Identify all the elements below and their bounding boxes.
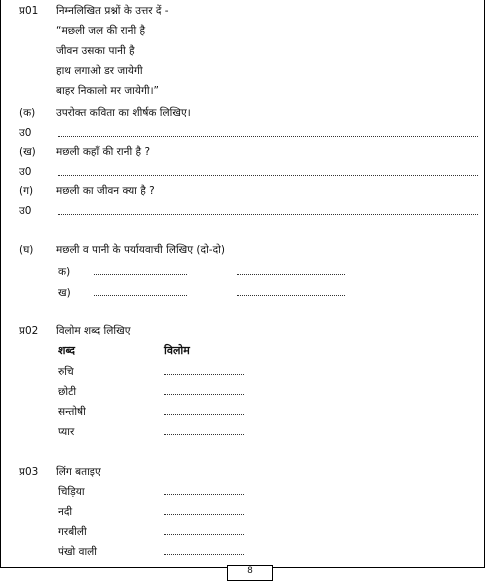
antonym-word: रुचि [58,366,74,378]
gender-word: नदी [58,506,73,518]
synonym-blank[interactable] [237,294,345,296]
synonym-blank[interactable] [237,273,345,275]
answer-line[interactable] [58,174,478,176]
q3-title: लिंग बताइए [56,466,101,478]
column-header-antonym: विलोम [164,344,190,357]
answer-line[interactable] [58,135,478,137]
antonym-blank[interactable] [164,433,244,435]
synonym-row-label: क) [58,266,71,278]
part-ga-label: (ग) [19,185,34,197]
antonym-word: छोटी [58,386,77,398]
part-kha-label: (ख) [19,146,36,158]
q1-label: प्र01 [19,5,39,17]
gender-word: चिड़िया [58,486,85,498]
gender-word: पंखो वाली [58,546,98,558]
part-ga-text: मछली का जीवन क्या है ? [56,185,155,197]
answer-label: उ0 [19,166,32,178]
antonym-blank[interactable] [164,373,244,375]
gender-blank[interactable] [164,493,244,495]
antonym-blank[interactable] [164,393,244,395]
poem-line-4: बाहर निकालो मर जायेगी।” [56,85,159,97]
poem-line-2: जीवन उसका पानी है [56,45,135,57]
poem-line-3: हाथ लगाओ डर जायेगी [56,65,143,77]
part-kha-text: मछली कहाँ की रानी है ? [56,146,151,158]
answer-line[interactable] [58,213,478,215]
synonym-blank[interactable] [94,273,187,275]
synonym-blank[interactable] [94,294,187,296]
antonym-word: प्यार [58,426,75,438]
column-header-word: शब्द [58,344,75,357]
answer-label: उ0 [19,205,32,217]
gender-blank[interactable] [164,533,244,535]
q2-label: प्र02 [19,325,39,337]
part-ka-text: उपरोक्त कविता का शीर्षक लिखिए। [56,107,191,119]
part-gha-label: (घ) [19,244,34,256]
gender-blank[interactable] [164,553,244,555]
antonym-word: सन्तोषी [58,406,86,418]
answer-label: उ0 [19,127,32,139]
poem-line-1: “मछली जल की रानी है [56,25,146,37]
q3-label: प्र03 [19,466,39,478]
antonym-blank[interactable] [164,413,244,415]
part-ka-label: (क) [19,107,36,119]
gender-blank[interactable] [164,513,244,515]
synonym-row-label: ख) [58,287,71,299]
part-gha-text: मछली व पानी के पर्यायवाची लिखिए (दो-दो) [56,244,225,256]
gender-word: गरबीली [58,526,87,538]
page-number: 8 [227,565,273,581]
q1-instruction: निम्नलिखित प्रश्नों के उत्तर दें - [56,5,169,17]
q2-title: विलोम शब्द लिखिए [56,325,131,337]
